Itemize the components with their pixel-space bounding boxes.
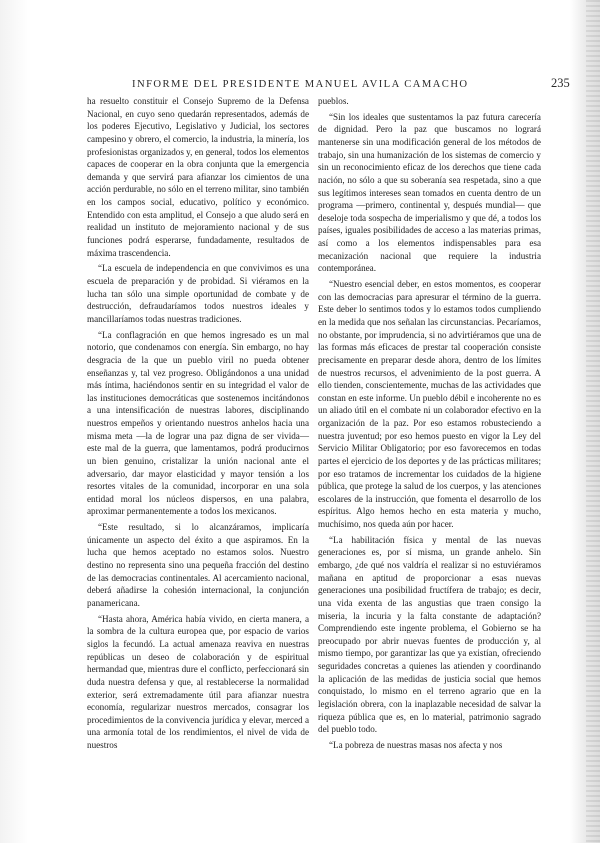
paragraph: “Nuestro esencial deber, en estos momentos, es cooperar con las democracias para apresurar el término de la guerra. Este deber lo sentimos todos y lo estamos todos cumpliendo en la medida que nos señalan las circunstancias. Pecaríamos, no obstante, por imprudencia, si no advirtiéramos que una de las formas más eficaces de prestar tal cooperación consiste precisamente en preparar desde ahora, dentro de los límites de nuestros recursos, el advenimiento de la post guerra. A ello tienden, conscientemente, muchas de las actividades que constan en este informe. Un pueblo débil e incoherente no es un aliado útil en el combate ni un colaborador efectivo en la organización de la paz. Por eso estamos robusteciendo a nuestra juventud; por eso hemos puesto en vigor la Ley del Servicio Militar Obligatorio; por eso favorecemos en todas partes el ejercicio de los deportes y de las prácticas militares; por eso tratamos de incrementar los cuidados de la higiene pública, que protege la salud de los cuerpos, y las atenciones escolares de la instrucción, que fomenta el desarrollo de los espíritus. Algo hemos hecho en esta materia y mucho, muchísimo, nos queda aún por hacer. (318, 279, 541, 529)
page-edge-shadow (586, 0, 600, 843)
paragraph: “Este resultado, si lo alcanzáramos, implicaría únicamente un aspecto del éxito a que aspiramos. En la lucha que hemos aceptado no estamos solos. Nuestro destino no representa sino una pequeña fracción del destino de las democracias continentales. Al acercamiento nacional, deberá añadirse la cohesión internacional, la conjunción panamericana. (87, 522, 309, 608)
right-column (318, 95, 541, 755)
paragraph: pueblos. (318, 96, 349, 106)
left-column (87, 95, 309, 755)
paragraph: “La habilitación física y mental de las nuevas generaciones es, por sí misma, un grande anhelo. Sin embargo, ¿de qué nos valdría el realizar si no estuviéramos mañana en aptitud de proporcionar a esas nuevas generaciones una posibilidad fructífera de trabajo; es decir, una vida exenta de las angustias que traen consigo la miseria, la incuria y la falta constante de adaptación? Comprendiendo este ingente problema, el Gobierno se ha preocupado por abrir nuevas fuentes de producción y, al mismo tiempo, por garantizar las que ya existían, ofreciendo seguridades concretas a quienes las atienden y coordinando la aplicación de las medidas de justicia social que hemos conquistado, lo mismo en el terreno agrario que en la legislación obrera, con la inaplazable necesidad de salvar la riqueza pública que es, en lo material, patrimonio sagrado del pueblo todo. (318, 534, 541, 735)
page-number: 235 (551, 76, 570, 90)
paragraph: “Sin los ideales que sustentamos la paz futura carecería de dignidad. Pero la paz que buscamos no logrará mantenerse sin una modificación general de los métodos de trabajo, sin una humanización de los sistemas de comercio y sin un reconocimiento eficaz de los derechos que tiene cada nación, no sólo a que su soberanía sea respetada, sino a que sus legítimos intereses sean tomados en cuenta dentro de un programa —primero, continental y, después mundial— que deseloje toda sospecha de imperialismo y que dé, a todos los países, iguales posibilidades de acceso a las materias primas, así como a los elementos indispensables para esa mecanización nacional que requiere la industria contemporánea. (318, 111, 541, 274)
paragraph: ha resuelto constituir el Consejo Supremo de la Defensa Nacional, en cuyo seno quedarán representados, además de los poderes Ejecutivo, Legislativo y Judicial, los sectores campesino y obrero, el comercio, la industria, la minería, los profesionistas organizados y, en general, todos los elementos capaces de cooperar en la obra conjunta que la emergencia demanda y que servirá para afianzar los cimientos de una acción perdurable, no sólo en el terreno militar, sino también en los campos social, educativo, político y económico. Entendido con esta amplitud, el Consejo a que aludo será en realidad un instituto de mejoramiento nacional y de sus funciones podrá esperarse, fundadamente, resultados de máxima trascendencia. (87, 96, 309, 258)
paragraph: “La escuela de independencia en que convivimos es una escuela de preparación y de probidad. Si viéramos en la lucha tan sólo una simple oportunidad de combate y de destrucción, defraudaríamos todos nuestros ideales y mancillaríamos todas nuestras tradiciones. (87, 263, 309, 324)
paragraph: “La conflagración en que hemos ingresado es un mal notorio, que condenamos con energía. Sin embargo, no hay desgracia de la que un pueblo viril no pueda obtener enseñanzas y, tal vez progreso. Obligándonos a una unidad más íntima, haciéndonos sentir en su integridad el valor de las instituciones democráticas que sostenemos incitándonos a una intensificación de nuestras labores, disciplinando nuestros empeños y orientando nuestros anhelos hacia una misma meta —la de lograr una paz digna de ser vivida— este mal de la guerra, que lamentamos, podrá producirnos un bien genuino, cristalizar la unión nacional ante el adversario, dar mayor elasticidad y mayor tensión a los resortes vitales de la comunidad, incorporar en una sola entidad moral los núcleos dispersos, en una palabra, aproximar permanentemente a todos los mexicanos. (87, 329, 309, 517)
running-header: INFORME DEL PRESIDENTE MANUEL AVILA CAMACHO (132, 79, 469, 90)
paragraph: “La pobreza de nuestras masas nos afecta y nos (329, 740, 503, 750)
paragraph: “Hasta ahora, América había vivido, en cierta manera, a la sombra de la cultura europea que, por espacio de varios siglos la fecundó. La actual amenaza reaviva en nuestras repúblicas un deseo de colaboración y de espiritual hermandad que, mientras dure el conflicto, perfeccionará sin duda nuestra defensa y que, al restablecerse la normalidad exterior, será extremadamente útil para afianzar nuestra economía, regularizar nuestros mercados, consagrar los procedimientos de la convivencia jurídica y elevar, merced a una armonía total de los rendimientos, el nivel de vida de nuestros (87, 613, 309, 750)
